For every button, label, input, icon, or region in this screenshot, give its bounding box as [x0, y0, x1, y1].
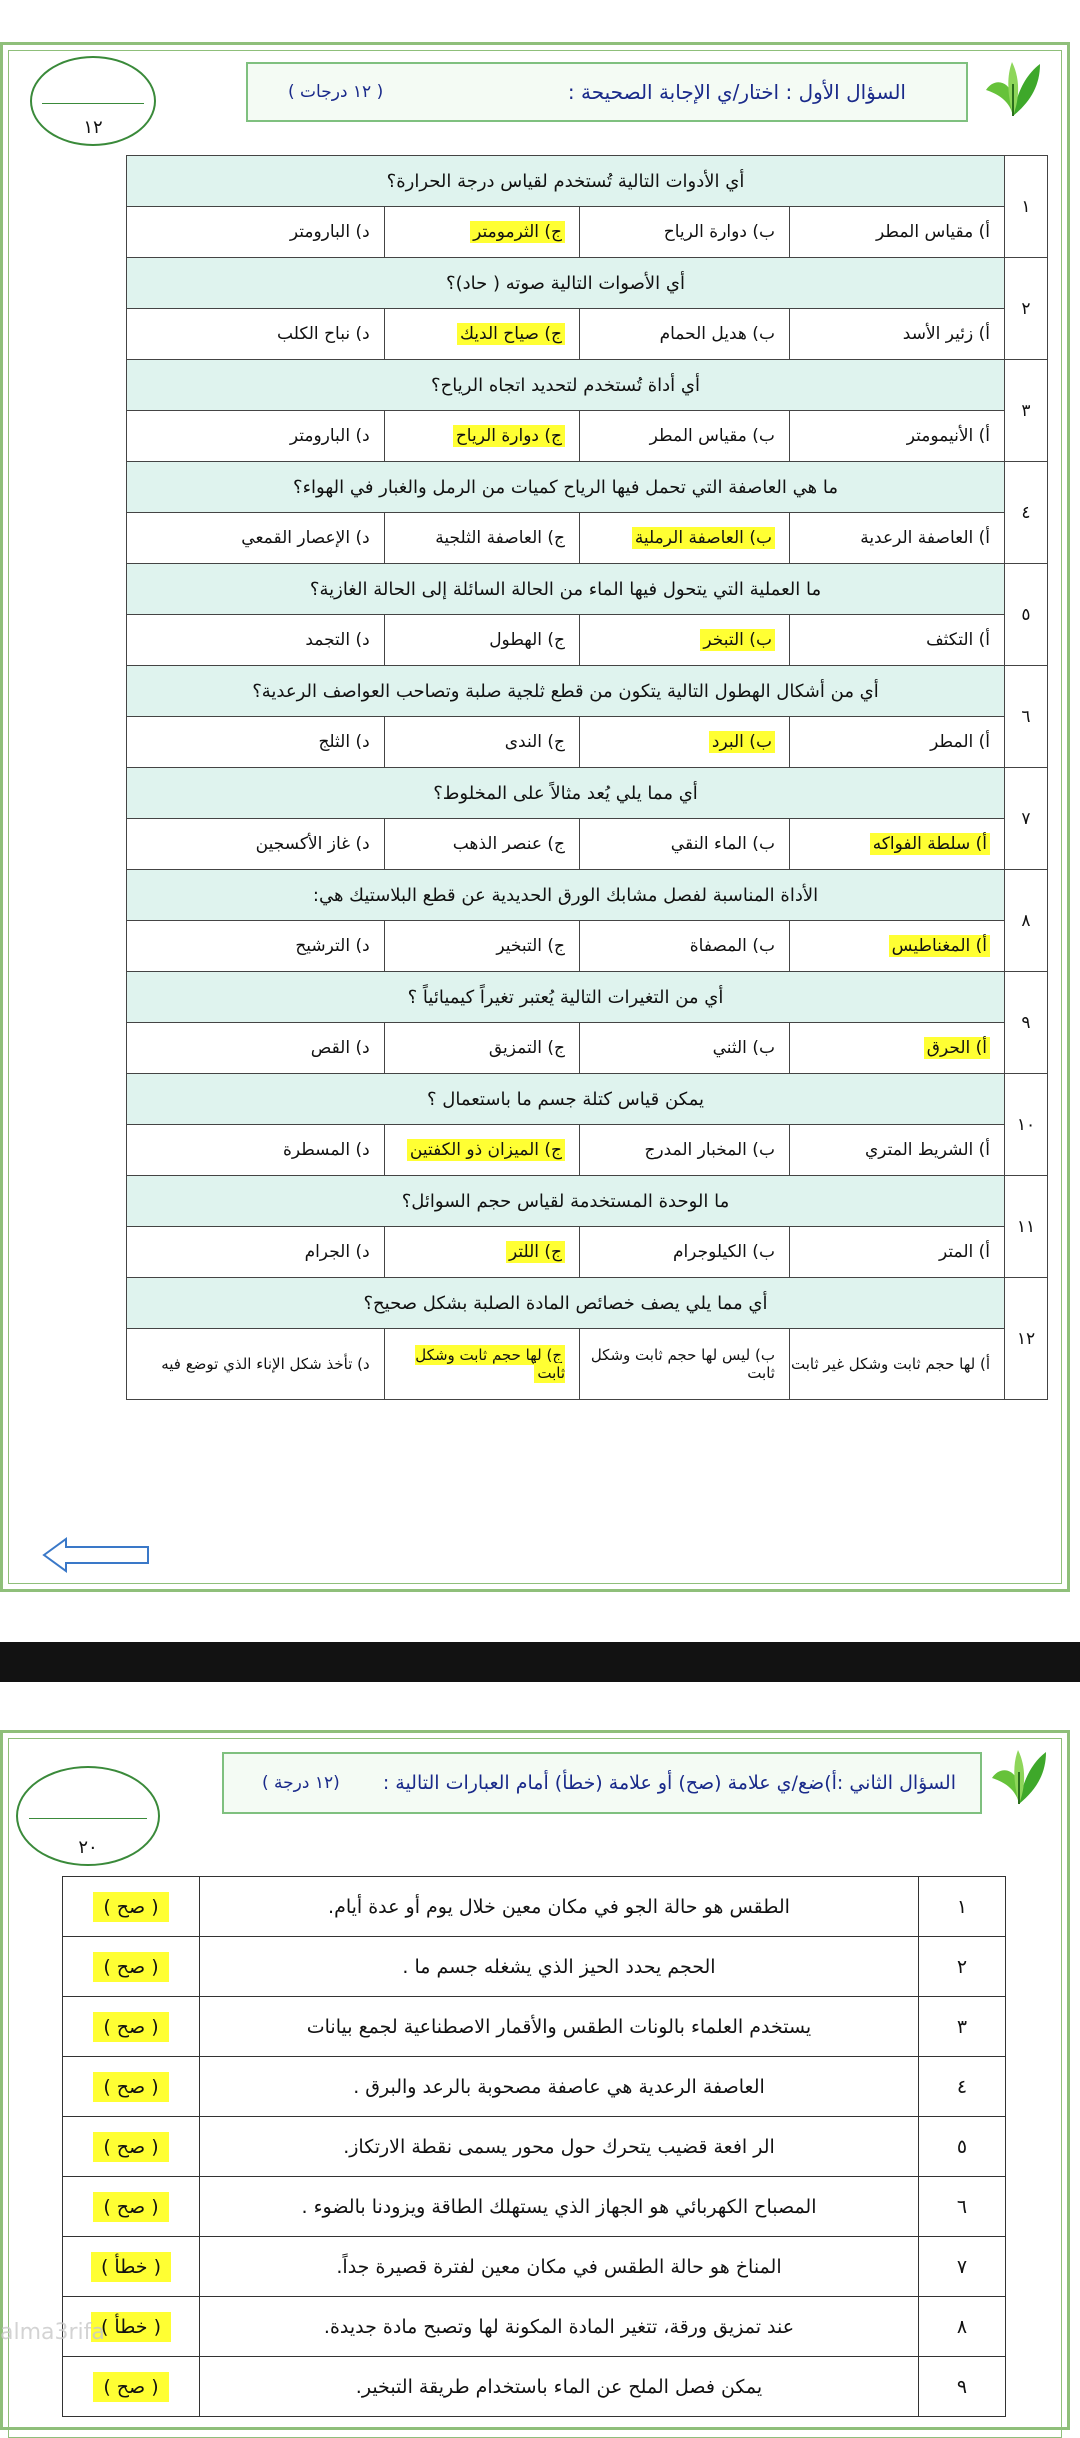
question-number: ١٠ [1005, 1074, 1048, 1176]
option-label: ب) المصفاة [689, 936, 775, 956]
question-row [127, 258, 1048, 309]
option-cell[interactable] [127, 1023, 385, 1074]
options-row [127, 411, 1048, 462]
option-label: د) الترشيح [295, 936, 370, 956]
section-title-2: السؤال الثاني :أ)ضع/ي علامة (صح) أو علامة (خطأ) أمام العبارات التالية : [382, 1772, 956, 1794]
option-label: أ) الشريط المتري [864, 1140, 990, 1160]
answer-cell[interactable] [63, 2237, 200, 2297]
answer-mark: ( صح ) [93, 2372, 168, 2402]
correct-answer-highlight: ب) العاصفة الرملية [632, 527, 775, 549]
option-label: ج) التمزيق [488, 1038, 566, 1058]
option-cell[interactable] [580, 1227, 790, 1278]
question-text: أي الأصوات التالية صوته ( حاد)؟ [127, 258, 1005, 309]
option-cell[interactable] [127, 615, 385, 666]
question-row [127, 666, 1048, 717]
question-row [127, 156, 1048, 207]
option-label: أ) زئير الأسد [902, 324, 990, 344]
option-cell[interactable] [127, 207, 385, 258]
option-cell[interactable] [384, 309, 579, 360]
question-number: ٦ [1005, 666, 1048, 768]
question-number: ٩ [1005, 972, 1048, 1074]
question-number: ٣ [1005, 360, 1048, 462]
option-cell[interactable] [789, 1329, 1004, 1400]
option-cell[interactable] [789, 207, 1004, 258]
question-text: أي من أشكال الهطول التالية يتكون من قطع ثلجية صلبة وتصاحب العواصف الرعدية؟ [127, 666, 1005, 717]
correct-answer-highlight: أ) سلطة الفواكه [870, 833, 990, 855]
question-number: ١٢ [1005, 1278, 1048, 1400]
statement-row [63, 2057, 1006, 2117]
answer-mark: ( خطأ ) [91, 2252, 171, 2282]
question-row [127, 462, 1048, 513]
options-row [127, 309, 1048, 360]
correct-answer-highlight: ج) لها حجم ثابت وشكل ثابت [415, 1346, 566, 1382]
option-cell[interactable] [580, 717, 790, 768]
option-cell[interactable] [384, 1023, 579, 1074]
option-cell[interactable] [384, 1125, 579, 1176]
option-label: أ) التكثف [926, 630, 990, 650]
correct-answer-highlight: أ) الحرق [924, 1037, 990, 1059]
correct-answer-highlight: ب) التبخر [700, 629, 775, 651]
statement-row [63, 1997, 1006, 2057]
question-text: يمكن قياس كتلة جسم ما باستعمال ؟ [127, 1074, 1005, 1125]
question-row [127, 1176, 1048, 1227]
option-cell[interactable] [789, 309, 1004, 360]
statement-number: ١ [919, 1877, 1006, 1937]
option-label: ب) هديل الحمام [659, 324, 775, 344]
option-cell[interactable] [580, 411, 790, 462]
option-cell[interactable] [127, 1329, 385, 1400]
option-cell[interactable] [384, 411, 579, 462]
page-divider [0, 1642, 1080, 1682]
option-label: أ) الأنيمومتر [906, 426, 990, 446]
question-number: ٧ [1005, 768, 1048, 870]
answer-mark: ( خطأ ) [91, 2312, 171, 2342]
option-label: أ) المتر [939, 1242, 990, 1262]
question-text: ما العملية التي يتحول فيها الماء من الحالة السائلة إلى الحالة الغازية؟ [127, 564, 1005, 615]
question-text: أي مما يلي يصف خصائص المادة الصلبة بشكل صحيح؟ [127, 1278, 1005, 1329]
options-row [127, 1227, 1048, 1278]
question-row [127, 1278, 1048, 1329]
option-label: أ) العاصفة الرعدية [860, 528, 990, 548]
statement-text: المصباح الكهربائي هو الجهاز الذي يستهلك الطاقة ويزودنا بالضوء . [200, 2177, 919, 2237]
leaf-icon [980, 56, 1046, 122]
answer-cell[interactable] [63, 1997, 200, 2057]
option-cell[interactable] [789, 819, 1004, 870]
statement-number: ٢ [919, 1937, 1006, 1997]
correct-answer-highlight: ج) الثرمومتر [470, 221, 565, 243]
option-label: أ) مقياس المطر [876, 222, 990, 242]
question-text: ما الوحدة المستخدمة لقياس حجم السوائل؟ [127, 1176, 1005, 1227]
option-label: ج) العاصفة الثلجية [435, 528, 566, 548]
option-cell[interactable] [580, 921, 790, 972]
options-row [127, 513, 1048, 564]
question-row [127, 1074, 1048, 1125]
statement-row [63, 2177, 1006, 2237]
question-number: ٤ [1005, 462, 1048, 564]
option-label: د) تأخذ شكل الإناء الذي توضع فيه [161, 1355, 370, 1373]
option-label: ب) ليس لها حجم ثابت وشكل ثابت [590, 1346, 775, 1382]
question-row [127, 768, 1048, 819]
option-label: د) التجمد [305, 630, 370, 650]
section-marks-2: (١٢ درجة ) [262, 1773, 340, 1793]
correct-answer-highlight: ج) صياح الديك [457, 323, 565, 345]
options-row [127, 207, 1048, 258]
exam-page-2 [0, 1730, 1080, 2400]
option-cell[interactable] [127, 411, 385, 462]
option-label: أ) المطر [930, 732, 990, 752]
correct-answer-highlight: ج) اللتر [506, 1241, 565, 1263]
option-cell[interactable] [789, 615, 1004, 666]
answer-cell[interactable] [63, 2057, 200, 2117]
statement-row [63, 2297, 1006, 2357]
statement-row [63, 2357, 1006, 2417]
option-cell[interactable] [789, 921, 1004, 972]
option-cell[interactable] [127, 819, 385, 870]
section-title-box-2 [222, 1752, 982, 1814]
option-cell[interactable] [127, 1125, 385, 1176]
statement-row [63, 1937, 1006, 1997]
option-cell[interactable] [384, 207, 579, 258]
question-text: أي من التغيرات التالية يُعتبر تغيراً كيميائياً ؟ [127, 972, 1005, 1023]
correct-answer-highlight: ب) البرد [709, 731, 775, 753]
option-cell[interactable] [789, 717, 1004, 768]
statement-number: ٦ [919, 2177, 1006, 2237]
answer-cell[interactable] [63, 1937, 200, 1997]
correct-answer-highlight: أ) المغناطيس [889, 935, 990, 957]
statement-row [63, 1877, 1006, 1937]
option-cell[interactable] [580, 615, 790, 666]
question-number: ١ [1005, 156, 1048, 258]
option-cell[interactable] [384, 1329, 579, 1400]
options-row [127, 1329, 1048, 1400]
option-label: د) الثلج [318, 732, 370, 752]
statement-text: الر افعة قضيب يتحرك حول محور يسمى نقطة الارتكاز. [200, 2117, 919, 2177]
options-row [127, 717, 1048, 768]
option-label: ب) الكيلوجرام [672, 1242, 775, 1262]
question-text: أي الأدوات التالية تُستخدم لقياس درجة الحرارة؟ [127, 156, 1005, 207]
statement-number: ٥ [919, 2117, 1006, 2177]
option-cell[interactable] [789, 1023, 1004, 1074]
statement-row [63, 2117, 1006, 2177]
option-cell[interactable] [580, 819, 790, 870]
score-value-2: ٢٠ [78, 1837, 98, 1858]
option-cell[interactable] [580, 1023, 790, 1074]
option-label: د) البارومتر [289, 426, 370, 446]
option-label: د) البارومتر [289, 222, 370, 242]
statement-number: ٣ [919, 1997, 1006, 2057]
answer-mark: ( صح ) [93, 2072, 168, 2102]
correct-answer-highlight: ج) الميزان ذو الكفتين [407, 1139, 565, 1161]
section-title: السؤال الأول : اختار/ي الإجابة الصحيحة : [567, 80, 906, 104]
statement-text: الحجم يحدد الحيز الذي يشغله جسم ما . [200, 1937, 919, 1997]
options-row [127, 1023, 1048, 1074]
question-row [127, 564, 1048, 615]
true-false-table [62, 1876, 1006, 2417]
option-cell[interactable] [384, 921, 579, 972]
answer-cell[interactable] [63, 2117, 200, 2177]
option-cell[interactable] [127, 921, 385, 972]
option-cell[interactable] [127, 309, 385, 360]
option-label: ب) الماء النقي [670, 834, 775, 854]
answer-mark: ( صح ) [93, 1892, 168, 1922]
statement-text: الطقس هو حالة الجو في مكان معين خلال يوم أو عدة أيام. [200, 1877, 919, 1937]
question-row [127, 870, 1048, 921]
answer-mark: ( صح ) [93, 2132, 168, 2162]
question-text: ما هي العاصفة التي تحمل فيها الرياح كميات من الرمل والغبار في الهواء؟ [127, 462, 1005, 513]
options-row [127, 819, 1048, 870]
score-value: ١٢ [83, 117, 103, 138]
question-number: ٥ [1005, 564, 1048, 666]
arrow-left-icon[interactable] [42, 1536, 152, 1574]
answer-cell[interactable] [63, 1877, 200, 1937]
option-cell[interactable] [127, 513, 385, 564]
statement-text: العاصفة الرعدية هي عاصفة مصحوبة بالرعد والبرق . [200, 2057, 919, 2117]
option-cell[interactable] [127, 1227, 385, 1278]
option-cell[interactable] [580, 309, 790, 360]
options-row [127, 1125, 1048, 1176]
option-cell[interactable] [384, 717, 579, 768]
option-label: ب) المخبار المدرج [644, 1140, 775, 1160]
option-cell[interactable] [384, 819, 579, 870]
option-cell[interactable] [384, 615, 579, 666]
option-label: د) الجرام [304, 1242, 370, 1262]
options-row [127, 921, 1048, 972]
question-row [127, 972, 1048, 1023]
question-number: ٨ [1005, 870, 1048, 972]
option-label: د) المسطرة [282, 1140, 370, 1160]
statement-number: ٨ [919, 2297, 1006, 2357]
mcq-table [126, 155, 1048, 1400]
section-title-box [246, 62, 968, 122]
leaf-icon-2 [986, 1744, 1052, 1810]
option-label: ب) دوارة الرياح [663, 222, 775, 242]
option-label: أ) لها حجم ثابت وشكل غير ثابت [790, 1355, 990, 1373]
statement-number: ٩ [919, 2357, 1006, 2417]
option-label: د) القص [310, 1038, 370, 1058]
score-oval-2 [16, 1766, 160, 1866]
option-label: ج) التبخير [496, 936, 566, 956]
option-label: د) غاز الأكسجين [255, 834, 370, 854]
watermark: alma3rifa [0, 2320, 105, 2345]
question-text: أي أداة تُستخدم لتحديد اتجاه الرياح؟ [127, 360, 1005, 411]
statement-text: المناخ هو حالة الطقس في مكان معين لفترة قصيرة جداً. [200, 2237, 919, 2297]
option-cell[interactable] [580, 1125, 790, 1176]
option-label: ب) الثني [712, 1038, 775, 1058]
option-cell[interactable] [127, 717, 385, 768]
options-row [127, 615, 1048, 666]
question-text: الأداة المناسبة لفصل مشابك الورق الحديدية عن قطع البلاستيك هي: [127, 870, 1005, 921]
question-number: ٢ [1005, 258, 1048, 360]
option-cell[interactable] [580, 207, 790, 258]
option-cell[interactable] [384, 1227, 579, 1278]
statement-text: يمكن فصل الملح عن الماء باستخدام طريقة التبخير. [200, 2357, 919, 2417]
option-label: ب) مقياس المطر [649, 426, 775, 446]
option-cell[interactable] [580, 1329, 790, 1400]
question-number: ١١ [1005, 1176, 1048, 1278]
option-cell[interactable] [384, 513, 579, 564]
option-cell[interactable] [789, 1125, 1004, 1176]
option-cell[interactable] [789, 411, 1004, 462]
statement-row [63, 2237, 1006, 2297]
option-cell[interactable] [580, 513, 790, 564]
statement-number: ٧ [919, 2237, 1006, 2297]
section-marks: ( ١٢ درجات ) [288, 82, 384, 102]
statement-text: يستخدم العلماء بالونات الطقس والأقمار الاصطناعية لجمع بيانات [200, 1997, 919, 2057]
statement-text: عند تمزيق ورقة، تتغير المادة المكونة لها وتصبح مادة جديدة. [200, 2297, 919, 2357]
answer-mark: ( صح ) [93, 1952, 168, 1982]
answer-cell[interactable] [63, 2177, 200, 2237]
option-label: ج) عنصر الذهب [452, 834, 566, 854]
question-text: أي مما يلي يُعد مثالاً على المخلوط؟ [127, 768, 1005, 819]
statement-number: ٤ [919, 2057, 1006, 2117]
question-row [127, 360, 1048, 411]
option-label: ج) الندى [504, 732, 566, 752]
answer-mark: ( صح ) [93, 2192, 168, 2222]
correct-answer-highlight: ج) دوارة الرياح [453, 425, 565, 447]
option-cell[interactable] [789, 513, 1004, 564]
option-label: د) نباح الكلب [277, 324, 370, 344]
option-label: ج) الهطول [489, 630, 566, 650]
answer-mark: ( صح ) [93, 2012, 168, 2042]
score-oval [30, 56, 156, 146]
option-cell[interactable] [789, 1227, 1004, 1278]
option-label: د) الإعصار القمعي [241, 528, 370, 548]
